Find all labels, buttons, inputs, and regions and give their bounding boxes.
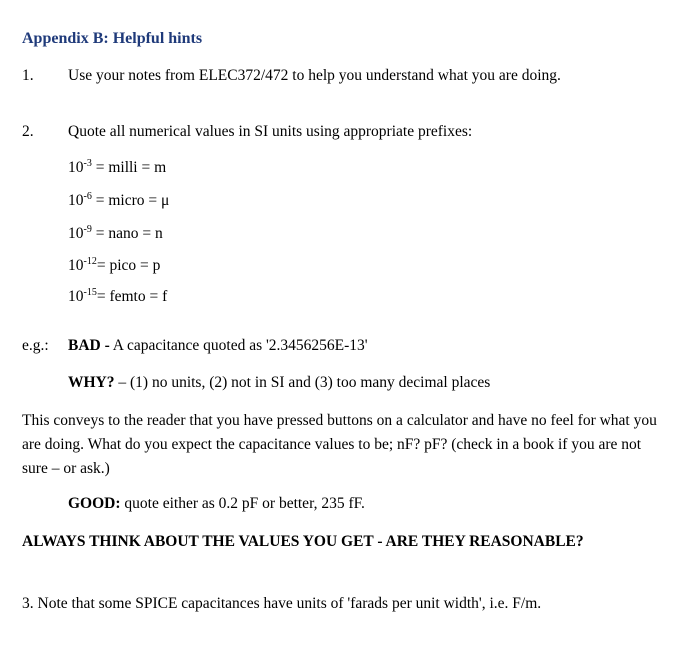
item-1-text: Use your notes from ELEC372/472 to help you understand what you are doing. [68, 67, 561, 84]
explanation-paragraph: This conveys to the reader that you have pressed buttons on a calculator and have no feel for what you are doing. What do you expect the capacitance values to be; nF? pF? (check in a book if you are not sure – or ask.) [22, 412, 657, 477]
appendix-heading: Appendix B: Helpful hints [22, 30, 203, 47]
item-2-number: 2. [22, 123, 34, 140]
why-explanation: WHY? – (1) no units, (2) not in SI and (3) too many decimal places [68, 374, 491, 391]
bad-example: BAD - A capacitance quoted as '2.3456256E-13' [68, 337, 368, 354]
prefix-nano: $10^{-9}$ = nano = n [68, 224, 163, 242]
prefix-pico: $10^{-12}=$ pico = p [68, 256, 161, 274]
example-label: e.g.: [22, 337, 49, 354]
prefix-milli: $10^{-3}$ = milli = m [68, 158, 167, 176]
prefix-micro: $10^{-6}$ = micro = μ [68, 191, 170, 209]
item-1-number: 1. [22, 67, 34, 84]
item-3-text: 3. Note that some SPICE capacitances have units of 'farads per unit width', i.e. F/m. [22, 595, 542, 612]
warning-line: ALWAYS THINK ABOUT THE VALUES YOU GET - ARE THEY REASONABLE? [22, 533, 584, 550]
prefix-femto: $10^{-15}=$ femto = f [68, 287, 168, 305]
good-example: GOOD: quote either as 0.2 pF or better, 235 fF. [68, 495, 365, 512]
item-2-text: Quote all numerical values in SI units using appropriate prefixes: [68, 123, 473, 140]
